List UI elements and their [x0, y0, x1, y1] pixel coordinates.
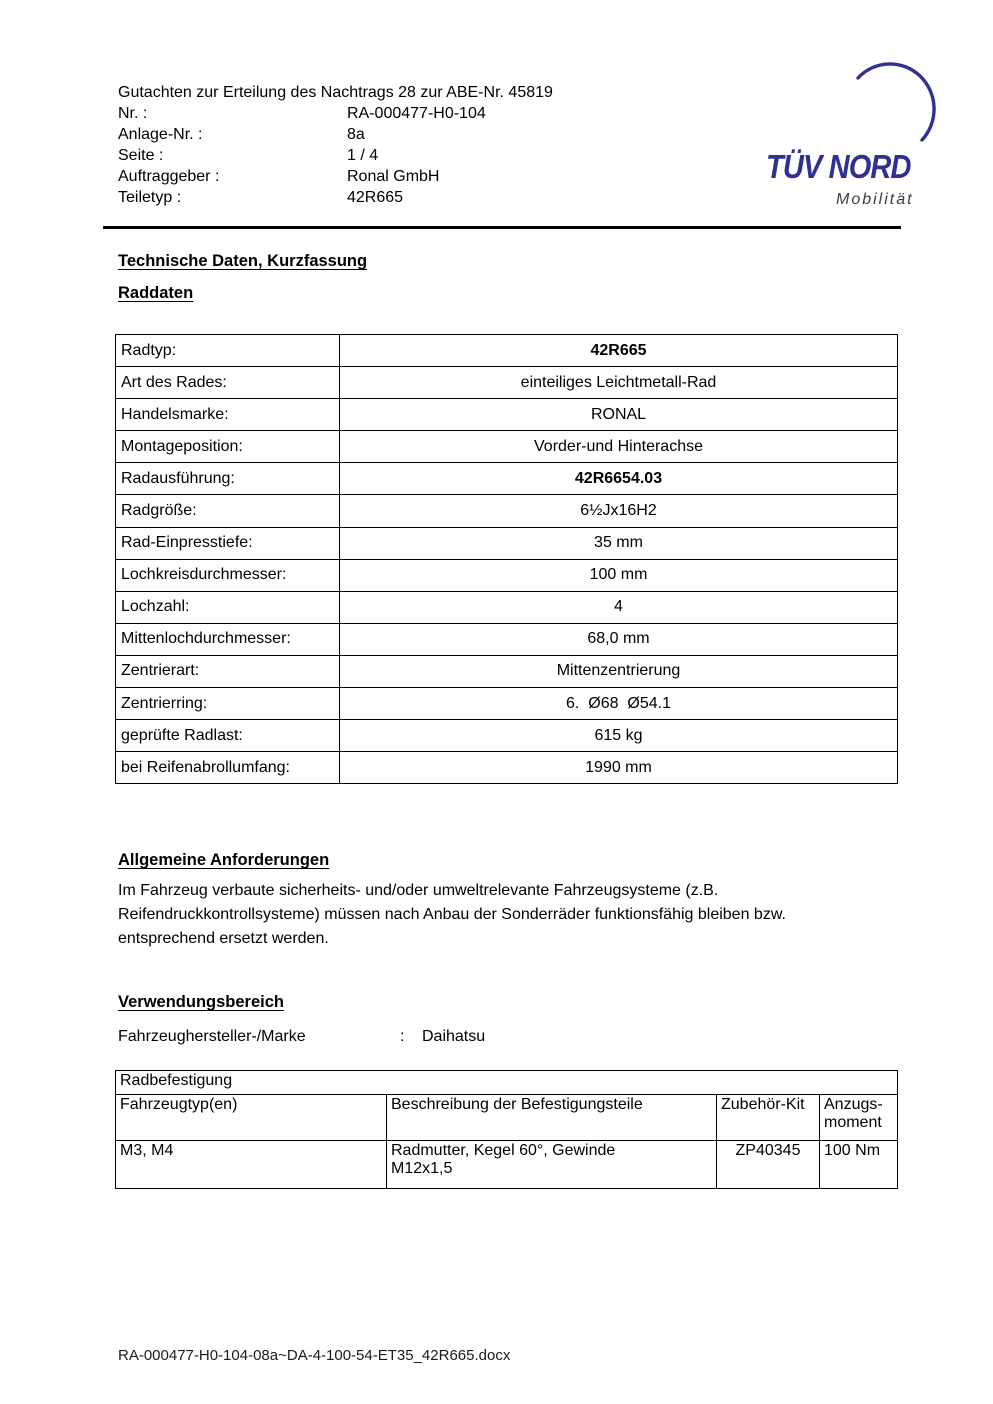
- table-row: [116, 367, 898, 399]
- row-label: bei Reifenabrollumfang:: [116, 752, 340, 784]
- table-row: [116, 752, 898, 784]
- row-value: 4: [340, 591, 898, 623]
- table-row: [116, 431, 898, 463]
- row-label: Zentrierring:: [116, 688, 340, 720]
- header-field-nr: [118, 103, 553, 124]
- cell-beschreibung: [387, 1141, 717, 1189]
- raddaten-table: [115, 334, 898, 784]
- heading-raddaten: Raddaten: [118, 284, 194, 302]
- row-value: Mittenzentrierung: [340, 655, 898, 687]
- column-header-fahrzeugtyp: Fahrzeugtyp(en): [116, 1095, 387, 1141]
- hersteller-label: Fahrzeughersteller-/Marke: [118, 1028, 306, 1045]
- field-value: 1 / 4: [347, 147, 379, 164]
- row-value: 42R665: [340, 335, 898, 367]
- row-value: 6½Jx16H2: [340, 495, 898, 527]
- table-row: [116, 1141, 898, 1189]
- column-header-zubehoer-kit: Zubehör-Kit: [717, 1095, 820, 1141]
- row-value: 1990 mm: [340, 752, 898, 784]
- fahrzeughersteller-line: [118, 1028, 486, 1046]
- table-row: [116, 591, 898, 623]
- hersteller-separator: :: [400, 1028, 405, 1045]
- logo-subtitle: Mobilität: [836, 191, 914, 208]
- header-divider: [103, 226, 901, 229]
- table-row: [116, 655, 898, 687]
- field-label: Anlage-Nr. :: [118, 126, 203, 143]
- row-value: Vorder-und Hinterachse: [340, 431, 898, 463]
- column-header-beschreibung: Beschreibung der Befestigungsteile: [387, 1095, 717, 1141]
- row-value: RONAL: [340, 399, 898, 431]
- paragraph-line: Reifendruckkontrollsysteme) müssen nach Anbau der Sonderräder funktionsfähig bleiben bzw.: [118, 906, 786, 923]
- field-label: Teiletyp :: [118, 189, 182, 206]
- table-row: [116, 463, 898, 495]
- footer-filename: RA-000477-H0-104-08a~DA-4-100-54-ET35_42R665.docx: [118, 1347, 511, 1364]
- table-row: [116, 495, 898, 527]
- field-value: RA-000477-H0-104: [347, 105, 486, 122]
- tuv-nord-logo: [745, 45, 960, 208]
- row-label: geprüfte Radlast:: [116, 720, 340, 752]
- paragraph-line: Im Fahrzeug verbaute sicherheits- und/oder umweltrelevante Fahrzeugsysteme (z.B.: [118, 882, 719, 899]
- table-header-row: [116, 1095, 898, 1141]
- header-field-teiletyp: [118, 187, 553, 208]
- row-label: Rad-Einpresstiefe:: [116, 527, 340, 559]
- field-label: Nr. :: [118, 105, 148, 122]
- logo-wordmark: TÜV NORD: [766, 148, 911, 185]
- hersteller-value: Daihatsu: [422, 1028, 486, 1045]
- table-row: [116, 527, 898, 559]
- row-label: Mittenlochdurchmesser:: [116, 623, 340, 655]
- row-label: Radtyp:: [116, 335, 340, 367]
- header-field-seite: [118, 145, 553, 166]
- row-value: 68,0 mm: [340, 623, 898, 655]
- row-label: Zentrierart:: [116, 655, 340, 687]
- row-label: Montageposition:: [116, 431, 340, 463]
- header-field-anlage: [118, 124, 553, 145]
- row-label: Radausführung:: [116, 463, 340, 495]
- heading-technische-daten: Technische Daten, Kurzfassung: [118, 252, 368, 270]
- radbefestigung-table: [115, 1070, 898, 1189]
- field-label: Seite :: [118, 147, 164, 164]
- table-row: [116, 720, 898, 752]
- row-label: Lochkreisdurchmesser:: [116, 559, 340, 591]
- cell-fahrzeugtyp: M3, M4: [116, 1141, 387, 1189]
- table-row: [116, 688, 898, 720]
- row-value: 615 kg: [340, 720, 898, 752]
- document-title: Gutachten zur Erteilung des Nachtrags 28 zur ABE-Nr. 45819: [118, 84, 553, 101]
- row-value: 35 mm: [340, 527, 898, 559]
- cell-anzugsmoment: 100 Nm: [820, 1141, 898, 1189]
- row-label: Art des Rades:: [116, 367, 340, 399]
- row-label: Lochzahl:: [116, 591, 340, 623]
- heading-verwendungsbereich: Verwendungsbereich: [118, 993, 284, 1011]
- row-label: Handelsmarke:: [116, 399, 340, 431]
- beschreibung-text: Radmutter, Kegel 60°, Gewinde M12x1,5: [391, 1142, 616, 1177]
- field-label: Auftraggeber :: [118, 168, 220, 185]
- table-row: [116, 623, 898, 655]
- cell-zubehoer-kit: ZP40345: [717, 1141, 820, 1189]
- field-value: Ronal GmbH: [347, 168, 440, 185]
- row-value: einteiliges Leichtmetall-Rad: [340, 367, 898, 399]
- header-field-auftraggeber: [118, 166, 553, 187]
- row-label: Radgröße:: [116, 495, 340, 527]
- allgemeine-anforderungen-text: [118, 879, 786, 951]
- paragraph-line: entsprechend ersetzt werden.: [118, 930, 329, 947]
- row-value: 6. Ø68 Ø54.1: [340, 688, 898, 720]
- table-title-row: [116, 1071, 898, 1095]
- field-value: 8a: [347, 126, 365, 143]
- heading-allgemeine-anforderungen: Allgemeine Anforderungen: [118, 851, 330, 869]
- document-header: [118, 82, 553, 208]
- row-value: 42R6654.03: [340, 463, 898, 495]
- field-value: 42R665: [347, 189, 404, 206]
- table-title: Radbefestigung: [116, 1071, 898, 1095]
- table-row: [116, 335, 898, 367]
- row-value: 100 mm: [340, 559, 898, 591]
- table-row: [116, 559, 898, 591]
- table-row: [116, 399, 898, 431]
- column-header-anzugsmoment: Anzugs-moment: [820, 1095, 898, 1141]
